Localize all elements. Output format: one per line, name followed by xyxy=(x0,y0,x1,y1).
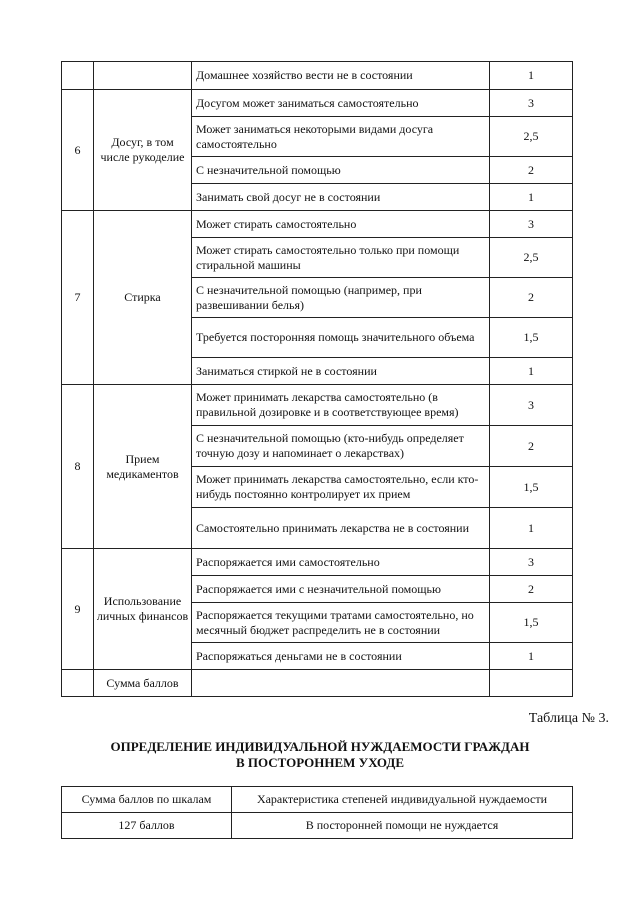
row-number-cell: 7 xyxy=(62,211,94,385)
description-cell: С незначительной помощью xyxy=(192,157,490,184)
description-cell: Может принимать лекарства самостоятельно, если кто-нибудь постоянно контролирует их прием xyxy=(192,467,490,508)
score-cell: 1,5 xyxy=(490,467,573,508)
category-cell: Стирка xyxy=(94,211,192,385)
table-row xyxy=(62,62,573,90)
sum-value-cell xyxy=(490,670,573,697)
assessment-table xyxy=(61,61,573,697)
score-cell: 3 xyxy=(490,211,573,238)
score-cell: 3 xyxy=(490,549,573,576)
score-cell: 2 xyxy=(490,278,573,318)
summary-header-row xyxy=(62,787,573,813)
row-number-cell xyxy=(62,62,94,90)
table-row xyxy=(62,385,573,426)
description-cell: Занимать свой досуг не в состоянии xyxy=(192,184,490,211)
description-cell: Распоряжается ими самостоятельно xyxy=(192,549,490,576)
category-cell: Досуг, в том числе рукоделие xyxy=(94,90,192,211)
row-number-cell xyxy=(62,670,94,697)
row-number-cell: 8 xyxy=(62,385,94,549)
category-cell xyxy=(94,62,192,90)
description-cell: Может стирать самостоятельно только при помощи стиральной машины xyxy=(192,238,490,278)
score-cell: 1 xyxy=(490,508,573,549)
score-cell: 2 xyxy=(490,157,573,184)
table-row xyxy=(62,549,573,576)
description-cell: Досугом может заниматься самостоятельно xyxy=(192,90,490,117)
description-cell: Может заниматься некоторыми видами досуга самостоятельно xyxy=(192,117,490,157)
sum-label: Сумма баллов xyxy=(94,670,192,697)
table-row xyxy=(62,211,573,238)
description-cell: Может принимать лекарства самостоятельно (в правильной дозировке и в соответствующее время) xyxy=(192,385,490,426)
score-cell: 2 xyxy=(490,576,573,603)
summary-description-cell: В посторонней помощи не нуждается xyxy=(232,813,573,839)
score-cell: 1 xyxy=(490,62,573,90)
description-cell: Распоряжается текущими тратами самостоятельно, но месячный бюджет распределить не в состоянии xyxy=(192,603,490,643)
description-cell: Заниматься стиркой не в состоянии xyxy=(192,358,490,385)
score-cell: 3 xyxy=(490,90,573,117)
section-title xyxy=(0,739,640,771)
title-line-1: ОПРЕДЕЛЕНИЕ ИНДИВИДУАЛЬНОЙ НУЖДАЕМОСТИ ГРАЖДАН xyxy=(110,739,530,754)
description-cell: Домашнее хозяйство вести не в состоянии xyxy=(192,62,490,90)
description-cell: С незначительной помощью (например, при развешивании белья) xyxy=(192,278,490,318)
summary-score-cell: 127 баллов xyxy=(62,813,232,839)
score-cell: 1,5 xyxy=(490,603,573,643)
score-cell: 1 xyxy=(490,358,573,385)
row-number-cell: 9 xyxy=(62,549,94,670)
description-cell: Может стирать самостоятельно xyxy=(192,211,490,238)
category-cell: Прием медикаментов xyxy=(94,385,192,549)
title-line-2: В ПОСТОРОННЕМ УХОДЕ xyxy=(235,755,405,770)
table-row xyxy=(62,90,573,117)
score-cell: 2,5 xyxy=(490,238,573,278)
description-cell xyxy=(192,670,490,697)
row-number-cell: 6 xyxy=(62,90,94,211)
description-cell: Требуется посторонняя помощь значительного объема xyxy=(192,318,490,358)
column-header: Характеристика степеней индивидуальной нуждаемости xyxy=(232,787,573,813)
description-cell: Распоряжаться деньгами не в состоянии xyxy=(192,643,490,670)
score-cell: 2,5 xyxy=(490,117,573,157)
score-cell: 1 xyxy=(490,643,573,670)
table-caption: Таблица № 3. xyxy=(528,711,609,726)
score-cell: 2 xyxy=(490,426,573,467)
sum-row xyxy=(62,670,573,697)
score-cell: 1,5 xyxy=(490,318,573,358)
score-cell: 3 xyxy=(490,385,573,426)
score-cell: 1 xyxy=(490,184,573,211)
description-cell: Самостоятельно принимать лекарства не в состоянии xyxy=(192,508,490,549)
category-cell: Использование личных финансов xyxy=(94,549,192,670)
summary-table xyxy=(61,786,573,839)
description-cell: Распоряжается ими с незначительной помощью xyxy=(192,576,490,603)
column-header: Сумма баллов по шкалам xyxy=(62,787,232,813)
description-cell: С незначительной помощью (кто-нибудь определяет точную дозу и напоминает о лекарствах) xyxy=(192,426,490,467)
summary-data-row xyxy=(62,813,573,839)
